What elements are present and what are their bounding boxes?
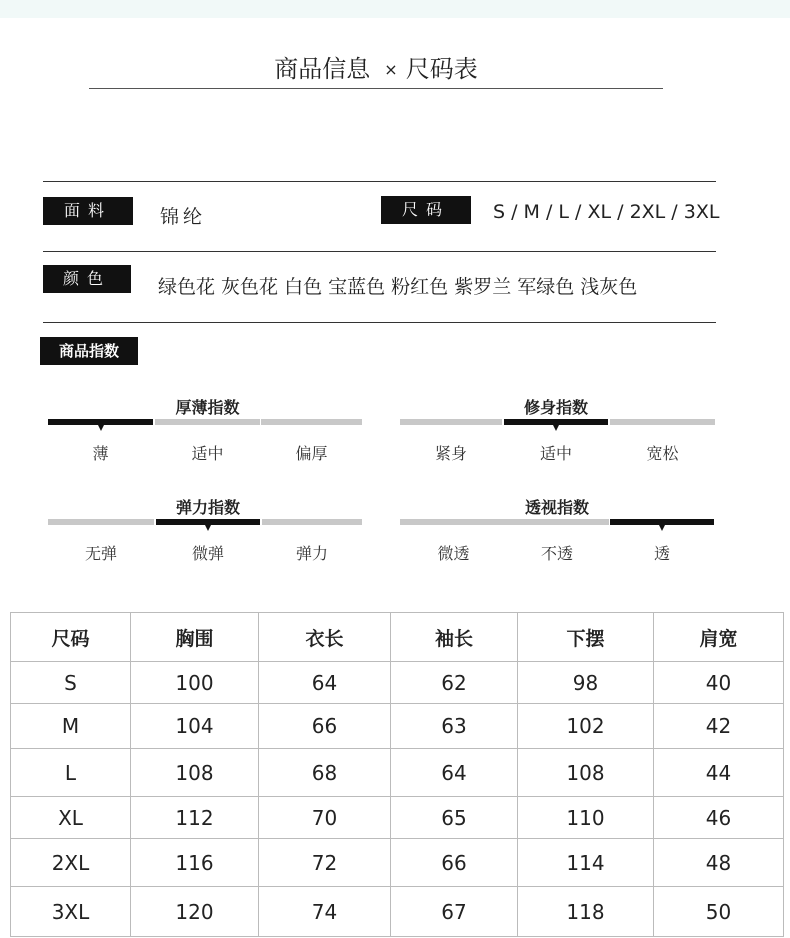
table-cell: M [11, 704, 131, 749]
table-cell: 50 [654, 887, 784, 937]
index-option-label: 适中 [191, 444, 224, 463]
index-title: 透视指数 [524, 498, 589, 517]
table-cell: XL [11, 797, 131, 839]
table-header-cell: 尺码 [11, 613, 131, 662]
table-row [11, 887, 784, 937]
table-header-row [11, 613, 784, 662]
table-cell: 100 [131, 662, 259, 704]
index-tag: 商品指数 [40, 337, 138, 365]
table-cell: L [11, 749, 131, 797]
index-segment [610, 519, 714, 525]
index-option-label: 宽松 [646, 444, 679, 463]
table-header-cell: 下摆 [518, 613, 654, 662]
index-option-label: 微弹 [191, 544, 224, 563]
table-cell: 46 [654, 797, 784, 839]
divider-bottom [43, 322, 716, 323]
table-header-cell: 衣长 [259, 613, 391, 662]
table-cell: 40 [654, 662, 784, 704]
color-label: 颜色 [43, 265, 131, 293]
index-segment [48, 419, 153, 425]
table-cell: 3XL [11, 887, 131, 937]
divider-top [43, 181, 716, 182]
table-row [11, 839, 784, 887]
fabric-value: 锦纶 [160, 206, 207, 228]
index-segment [262, 519, 362, 525]
title-right: 尺码表 [405, 55, 478, 83]
table-cell: 112 [131, 797, 259, 839]
table-row [11, 704, 784, 749]
table-cell: 110 [518, 797, 654, 839]
index-option-label: 薄 [92, 444, 109, 463]
index-segment [155, 419, 260, 425]
table-body [11, 662, 784, 937]
table-header-cell: 肩宽 [654, 613, 784, 662]
fabric-label: 面料 [43, 197, 133, 225]
table-cell: 74 [259, 887, 391, 937]
table-cell: 64 [391, 749, 518, 797]
table-cell: 67 [391, 887, 518, 937]
table-cell: 70 [259, 797, 391, 839]
size-label: 尺码 [381, 196, 471, 224]
index-title: 修身指数 [523, 398, 588, 417]
title-separator: × [384, 60, 398, 79]
table-cell: 66 [391, 839, 518, 887]
table-cell: 120 [131, 887, 259, 937]
table-cell: 48 [654, 839, 784, 887]
index-segment [261, 419, 362, 425]
color-value: 绿色花 灰色花 白色 宝蓝色 粉红色 紫罗兰 军绿色 浅灰色 [158, 276, 638, 298]
table-row [11, 797, 784, 839]
table-header-cell: 袖长 [391, 613, 518, 662]
table-cell: 2XL [11, 839, 131, 887]
index-option-label: 弹力 [295, 544, 328, 563]
table-cell: 66 [259, 704, 391, 749]
divider-middle [43, 251, 716, 252]
top-band [0, 0, 790, 18]
table-cell: 98 [518, 662, 654, 704]
index-segment [156, 519, 260, 525]
table-cell: 44 [654, 749, 784, 797]
title-left: 商品信息 [274, 55, 371, 83]
table-cell: 102 [518, 704, 654, 749]
index-option-label: 透 [653, 544, 670, 563]
index-option-label: 紧身 [434, 444, 467, 463]
table-cell: 114 [518, 839, 654, 887]
size-value: S / M / L / XL / 2XL / 3XL [493, 201, 720, 223]
table-cell: 68 [259, 749, 391, 797]
index-segment [504, 419, 608, 425]
table-cell: 116 [131, 839, 259, 887]
table-header-cell: 胸围 [131, 613, 259, 662]
table-cell: 42 [654, 704, 784, 749]
table-cell: 108 [518, 749, 654, 797]
table-cell: 108 [131, 749, 259, 797]
table-row [11, 749, 784, 797]
size-table [10, 612, 784, 937]
index-segment [505, 519, 609, 525]
index-option-label: 微透 [437, 544, 470, 563]
index-segment [400, 519, 507, 525]
index-segment [610, 419, 715, 425]
index-option-label: 适中 [539, 444, 572, 463]
page-title [89, 52, 663, 89]
index-segment [400, 419, 502, 425]
index-title: 弹力指数 [175, 498, 240, 517]
table-cell: 64 [259, 662, 391, 704]
index-segment [48, 519, 154, 525]
index-title: 厚薄指数 [175, 398, 240, 417]
table-cell: S [11, 662, 131, 704]
table-cell: 104 [131, 704, 259, 749]
index-option-label: 无弹 [84, 544, 117, 563]
table-row [11, 662, 784, 704]
table-cell: 62 [391, 662, 518, 704]
table-cell: 65 [391, 797, 518, 839]
index-option-label: 不透 [540, 544, 573, 563]
table-cell: 118 [518, 887, 654, 937]
table-cell: 72 [259, 839, 391, 887]
index-option-label: 偏厚 [295, 444, 328, 463]
table-cell: 63 [391, 704, 518, 749]
